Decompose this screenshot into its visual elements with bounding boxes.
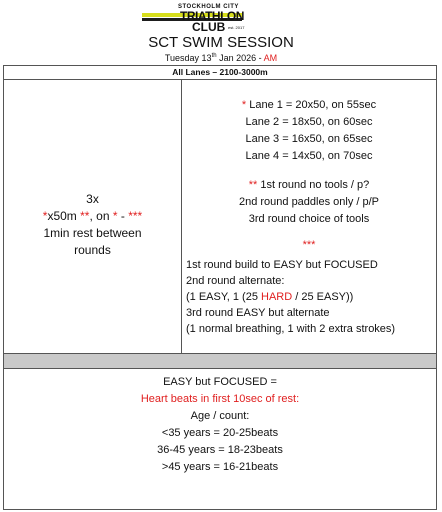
divider-row — [4, 353, 436, 369]
lane-1: * Lane 1 = 20x50, on 55sec — [241, 99, 377, 111]
lane-2: Lane 2 = 18x50, on 60sec — [245, 116, 373, 128]
easy-focused-label: EASY but FOCUSED = — [163, 376, 277, 388]
details-cell — [182, 79, 436, 354]
session-date — [0, 53, 442, 63]
tools-round-1: ** 1st round no tools / p? — [248, 179, 370, 191]
round-1: 1st round build to EASY but FOCUSED — [186, 259, 378, 271]
round-2: 2nd round alternate: — [186, 275, 285, 287]
club-logo — [142, 4, 302, 34]
rest-line-1: 1min rest between — [43, 226, 142, 240]
lane-3: Lane 3 = 16x50, on 65sec — [245, 133, 373, 145]
date-rest: Jan 2026 - — [216, 53, 264, 63]
lane-4: Lane 4 = 14x50, on 70sec — [245, 150, 373, 162]
main-set-reps: 3x — [86, 192, 99, 206]
date-ampm: AM — [263, 53, 278, 63]
rest-line-2: rounds — [74, 243, 111, 257]
round-3-detail: (1 normal breathing, 1 with 2 extra strokes) — [186, 323, 396, 335]
date-day: Tuesday 13 — [164, 53, 212, 63]
page-title: SCT SWIM SESSION — [148, 34, 294, 51]
age-over-45: >45 years = 16-21beats — [161, 461, 279, 473]
triple-star-marker: *** — [302, 239, 316, 251]
logo-sub-text: CLUB — [192, 20, 226, 34]
lanes-header: All Lanes – 2100-3000m — [4, 66, 436, 80]
main-set-cell — [4, 79, 182, 354]
rounds-list — [186, 257, 434, 337]
age-36-45: 36-45 years = 18-23beats — [157, 444, 283, 456]
logo-top-text: STOCKHOLM CITY — [178, 4, 239, 10]
session-table — [3, 65, 437, 510]
heart-rate-cell — [4, 370, 436, 510]
round-3: 3rd round EASY but alternate — [186, 307, 330, 319]
age-count-label: Age / count: — [190, 410, 250, 422]
date-suffix: th — [211, 53, 217, 59]
logo-est-text: est. 2017 — [228, 25, 245, 30]
round-2-detail: (1 EASY, 1 (25 HARD / 25 EASY)) — [186, 291, 354, 303]
age-under-35: <35 years = 20-25beats — [161, 427, 279, 439]
tools-round-3: 3rd round choice of tools — [248, 213, 370, 225]
heart-beats-label: Heart beats in first 10sec of rest: — [140, 393, 300, 405]
heart-rate-text — [4, 374, 436, 476]
tools-list — [182, 177, 436, 228]
logo-main-text: TRIATHLON — [180, 9, 244, 23]
main-set-description: *x50m **, on * - *** — [42, 209, 143, 223]
lane-list — [182, 97, 436, 165]
tools-round-2: 2nd round paddles only / p/P — [238, 196, 380, 208]
main-set-text — [4, 191, 181, 259]
